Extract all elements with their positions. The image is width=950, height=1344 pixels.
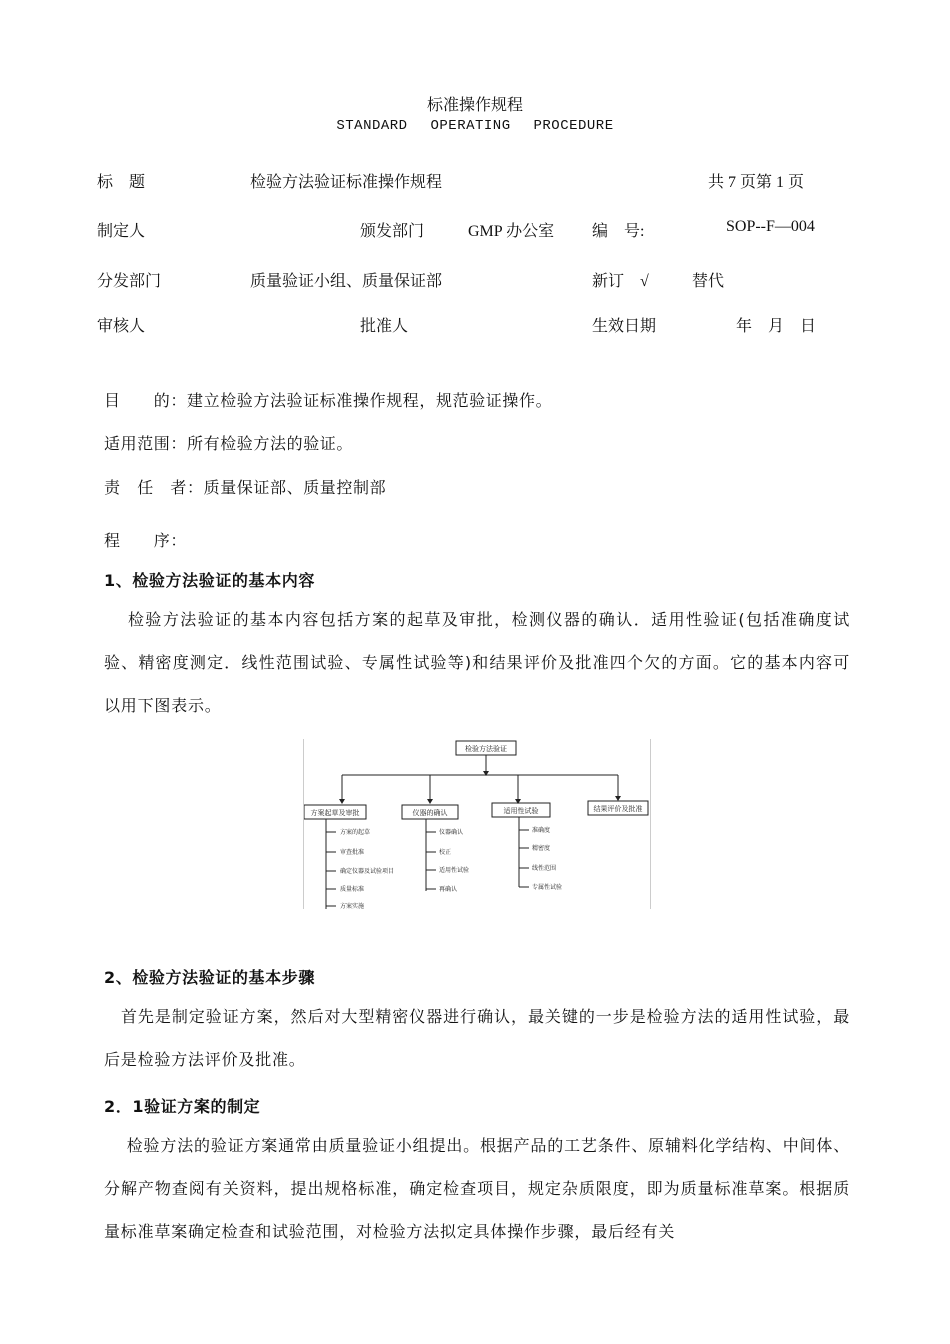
diagram-c2-item-2: 校正 <box>439 849 452 856</box>
responsible-line: 责 任 者：质量保证部、质量控制部 <box>104 478 387 497</box>
value-title: 检验方法验证标准操作规程 <box>250 174 443 191</box>
page-count: 共 7 页第 1 页 <box>708 174 805 191</box>
diagram-c3-item-3: 线性范围 <box>532 865 557 872</box>
section-1-paragraph: 检验方法验证的基本内容包括方案的起草及审批，检测仪器的确认．适用性验证(包括准确度试验、精密度测定．线性范围试验、专属性试验等)和结果评价及批准四个欠的方面。它的基本内容可以用下图表示。 <box>104 610 850 715</box>
value-effective-date: 年 月 日 <box>736 318 817 335</box>
scope-line: 适用范围：所有检验方法的验证。 <box>104 434 354 453</box>
diagram-c3-item-1: 准确度 <box>532 827 551 834</box>
document-subtitle: STANDARD OPERATING PROCEDURE <box>336 118 614 134</box>
label-effective-date: 生效日期 <box>592 318 657 335</box>
method-validation-diagram <box>303 739 651 909</box>
label-new: 新订 √ <box>592 273 649 290</box>
value-doc-number: SOP--F—004 <box>726 218 815 235</box>
diagram-c1-item-4: 质量标准 <box>340 886 365 893</box>
document-title: 标准操作规程 <box>426 97 523 114</box>
label-replace: 替代 <box>692 273 725 290</box>
value-issuing-dept: GMP 办公室 <box>468 223 555 240</box>
label-approver: 批准人 <box>360 318 409 335</box>
label-distribution: 分发部门 <box>97 273 162 290</box>
section-2-1-heading: 2．1验证方案的制定 <box>104 1097 261 1116</box>
diagram-c2-item-3: 适用性试验 <box>439 867 470 874</box>
label-title: 标 题 <box>97 174 146 191</box>
section-2-heading: 2、检验方法验证的基本步骤 <box>104 968 315 987</box>
procedure-line: 程 序： <box>104 531 188 550</box>
diagram-c1-item-1: 方案的起草 <box>340 829 371 836</box>
value-distribution: 质量验证小组、质量保证部 <box>250 273 443 290</box>
diagram-c3-item-2: 精密度 <box>532 845 551 852</box>
section-2-paragraph: 首先是制定验证方案，然后对大型精密仪器进行确认，最关键的一步是检验方法的适用性试验，最后是检验方法评价及批准。 <box>104 1007 850 1069</box>
diagram-c1-item-2: 审查批准 <box>340 849 365 856</box>
section-2-1-paragraph: 检验方法的验证方案通常由质量验证小组提出。根据产品的工艺条件、原辅料化学结构、中间体、分解产物查阅有关资料，提出规格标准，确定检查项目，规定杂质限度，即为质量标准草案。根据质量标准草案确定检查和试验范围，对检验方法拟定具体操作步骤，最后经有关 <box>104 1136 850 1241</box>
diagram-c2-item-4: 再确认 <box>439 886 458 893</box>
diagram-branch-4: 结果评价及批准 <box>593 805 643 813</box>
diagram-branch-1: 方案起草及审批 <box>310 809 360 817</box>
diagram-c3-item-4: 专属性试验 <box>532 884 563 891</box>
diagram-root: 检验方法验证 <box>465 745 507 753</box>
diagram-c1-item-5: 方案实施 <box>340 903 365 909</box>
label-doc-number: 编 号: <box>592 223 645 240</box>
diagram-branch-3: 适用性试验 <box>503 807 539 815</box>
diagram-branch-2: 仪器的确认 <box>412 809 448 817</box>
diagram-c1-item-3: 确定仪器及试验项目 <box>340 868 395 875</box>
label-reviewer: 审核人 <box>97 318 146 335</box>
purpose-line: 目 的：建立检验方法验证标准操作规程，规范验证操作。 <box>104 391 553 410</box>
label-author: 制定人 <box>97 223 146 240</box>
diagram-c2-item-1: 仪器确认 <box>439 829 464 836</box>
label-issuing-dept: 颁发部门 <box>360 223 425 240</box>
section-1-heading: 1、检验方法验证的基本内容 <box>104 571 315 590</box>
